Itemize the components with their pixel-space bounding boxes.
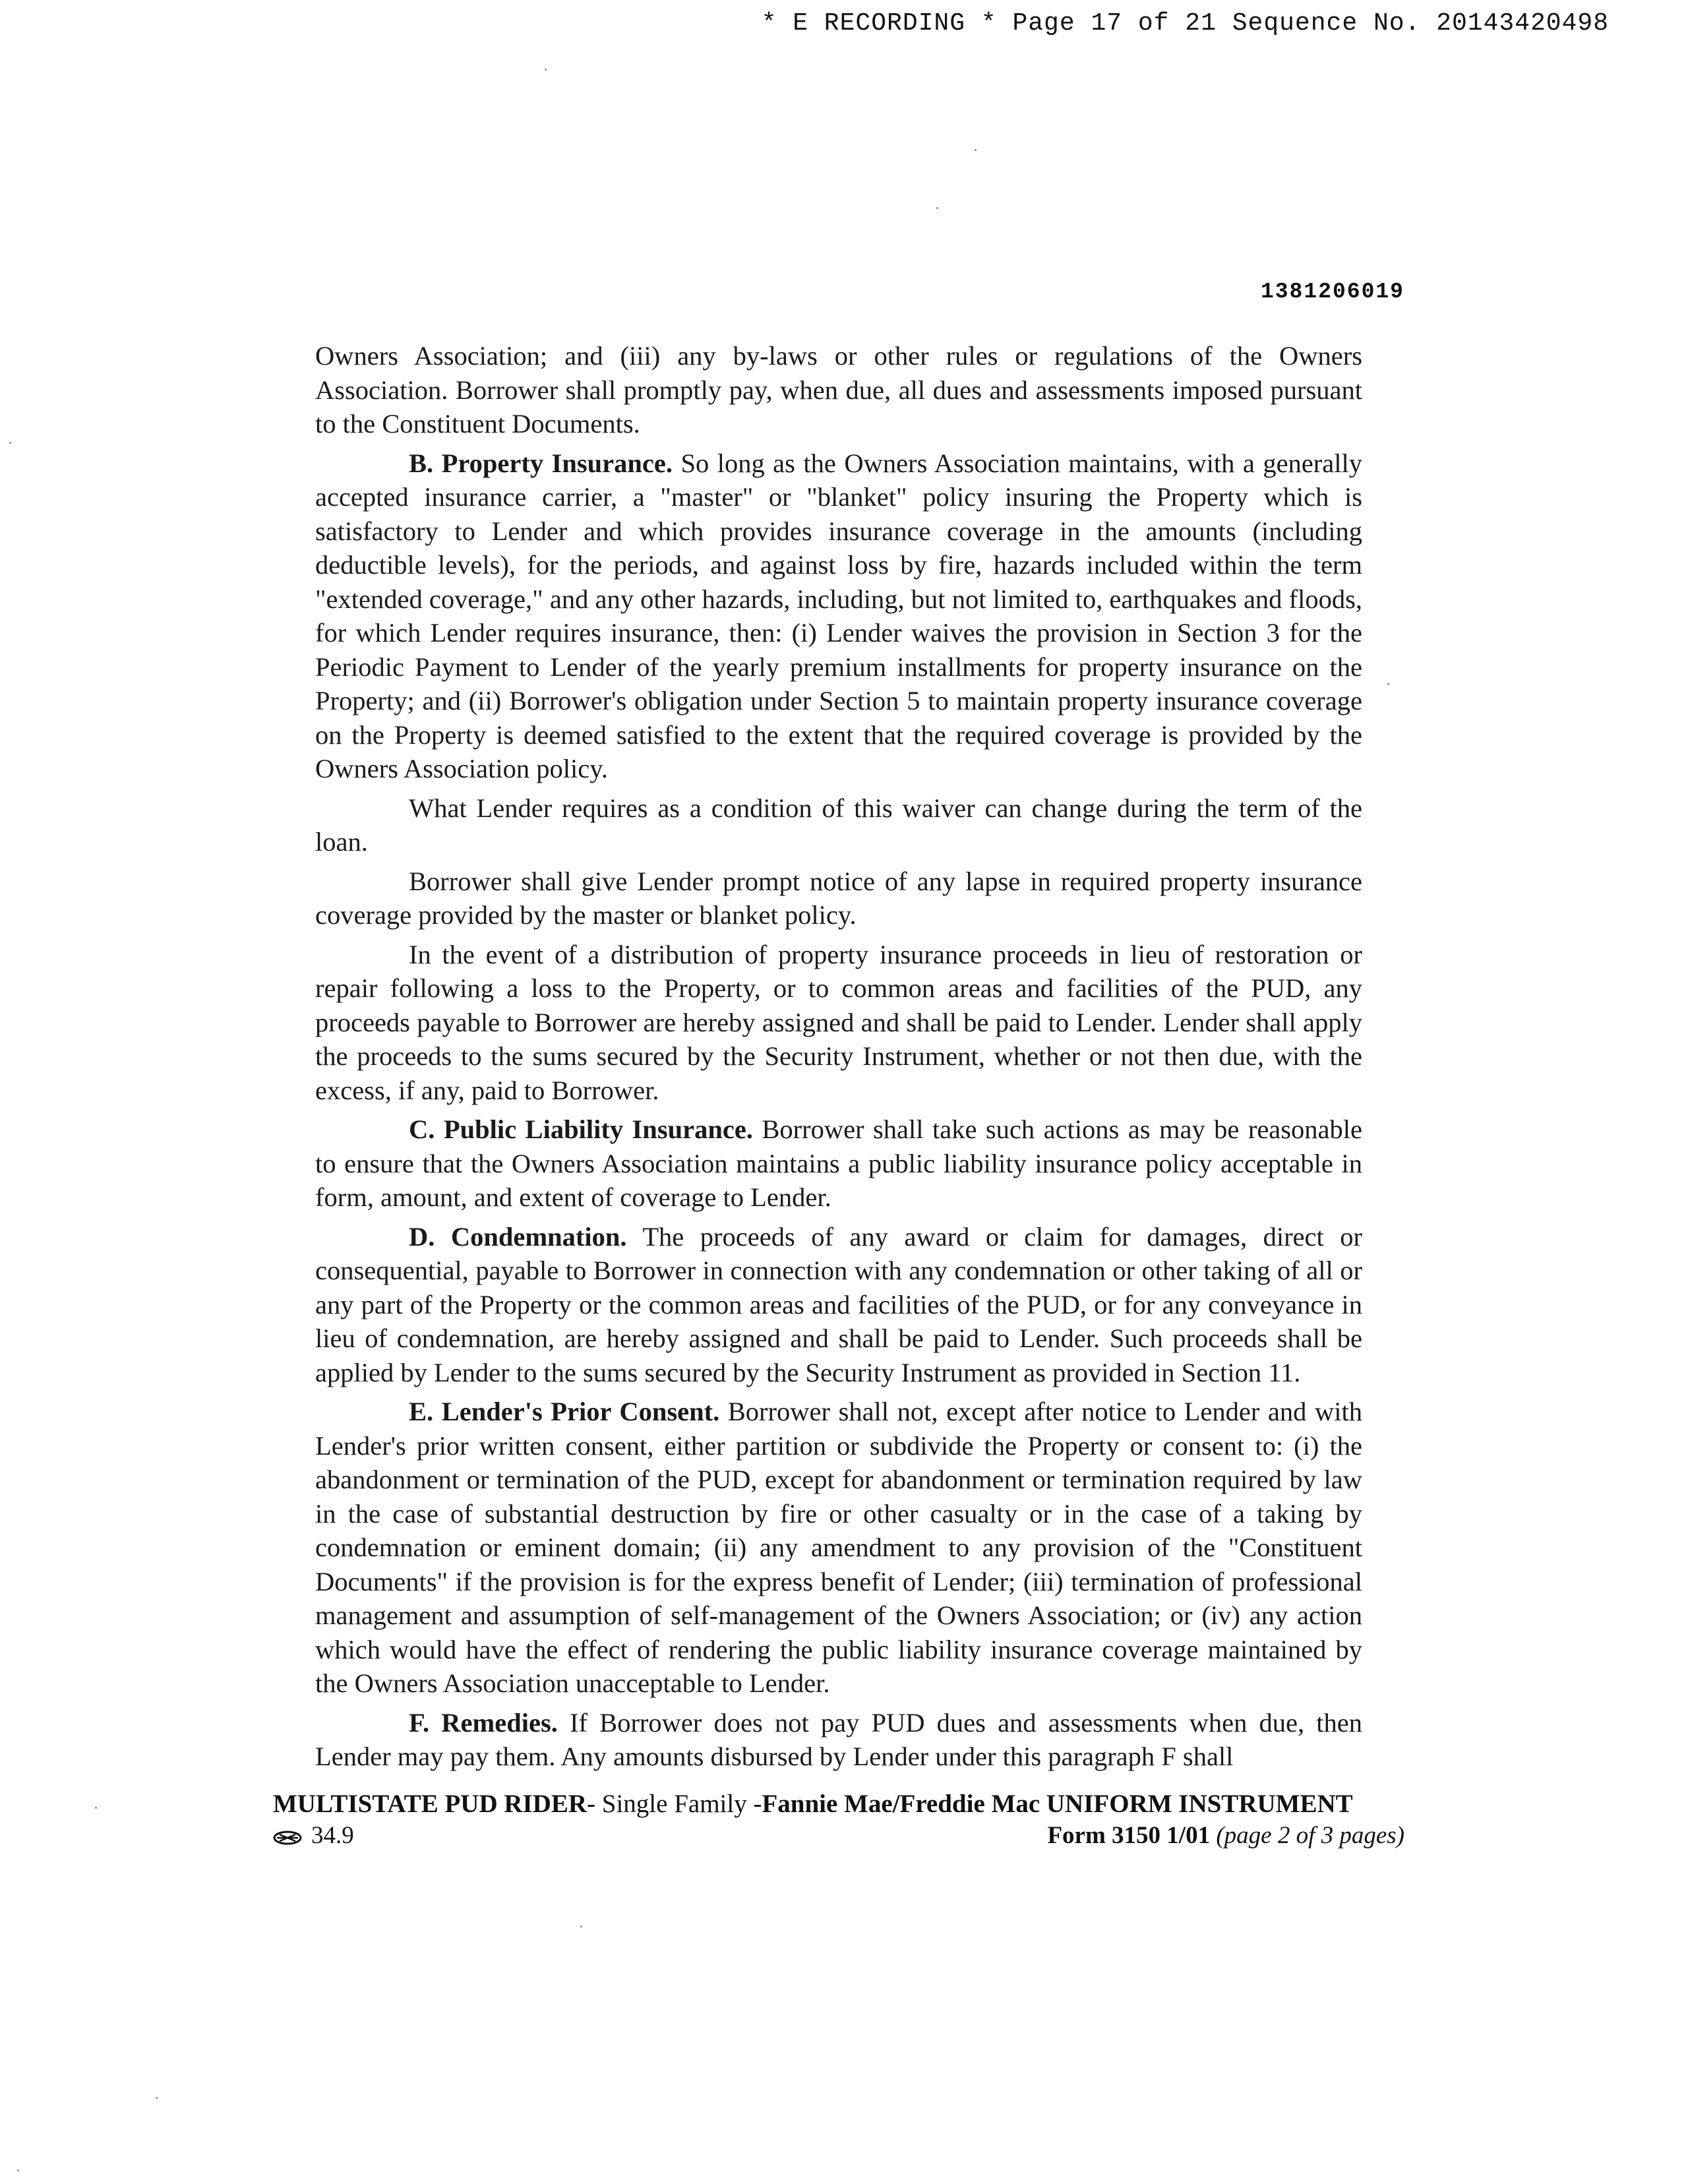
scan-speck: [1387, 683, 1389, 685]
section-e-text: Borrower shall not, except after notice to Lender and with Lender's prior written consent, either partition or subdivide the Property or consent to: (i) the abandonment or termination of the PUD, except for abandonment or termination required by law in the case of substantial destruction by fire or other casualty or in the case of a taking by condemnation or eminent domain; (ii) any amendment to any provision of the "Constituent Documents" if the provision is for the express benefit of Lender; (iii) termination of professional management and assumption of self-management of the Owners Association; or (iv) any action which would have the effect of rendering the public liability insurance coverage maintained by the Owners Association unacceptable to Lender.: [315, 1397, 1362, 1698]
section-c-heading: C. Public Liability Insurance.: [409, 1114, 753, 1144]
page-info: (page 2 of 3 pages): [1216, 1822, 1404, 1849]
paragraph-insurance-proceeds: In the event of a distribution of property insurance proceeds in lieu of restoration or repair following a loss to the Property, or to common areas and facilities of the PUD, any proceeds payable to Borrower are hereby assigned and shall be paid to Lender. Lender shall apply the proceeds to the sums secured by the Security Instrument, whether or not then due, with the excess, if any, paid to Borrower.: [315, 939, 1362, 1105]
loan-number: 1381206019: [1260, 280, 1404, 304]
footer-form-line: [273, 1820, 1404, 1852]
rider-title: MULTISTATE PUD RIDER: [273, 1790, 588, 1818]
paragraph-constituent-documents: Owners Association; and (iii) any by-laws or other rules or regulations of the Owners Association. Borrower shall promptly pay, when due, all dues and assessments imposed pursuant to the Constituent Documents.: [315, 341, 1362, 439]
scan-speck: [9, 442, 11, 444]
section-e-prior-consent: [315, 1395, 1362, 1701]
rider-brand: Fannie Mae/Freddie Mac UNIFORM INSTRUMENT: [762, 1790, 1353, 1818]
paragraph-lapse-notice: Borrower shall give Lender prompt notice of any lapse in required property insurance coverage provided by the master or blanket policy.: [315, 866, 1362, 930]
section-b-property-insurance: [315, 446, 1362, 786]
form-code: 34.9: [311, 1822, 354, 1849]
scan-speck: [975, 149, 977, 151]
scan-speck: [580, 1926, 582, 1927]
recording-header: * E RECORDING * Page 17 of 21 Sequence No. 20143420498: [761, 9, 1609, 38]
section-f-text: If Borrower does not pay PUD dues and assessments when due, then Lender may pay them. Any amounts disbursed by Lender under this paragraph F shall: [315, 1707, 1362, 1771]
section-c-text: Borrower shall take such actions as may be reasonable to ensure that the Owners Association maintains a public liability insurance policy acceptable in form, amount, and extent of coverage to Lender.: [315, 1114, 1362, 1212]
scan-speck: [936, 207, 938, 209]
scan-speck: [17, 2169, 19, 2171]
section-d-heading: D. Condemnation.: [409, 1221, 627, 1252]
form-code-group: [273, 1820, 354, 1852]
section-b-text: So long as the Owners Association maintains, with a generally accepted insurance carrier, a "master" or "blanket" policy insuring the Property which is satisfactory to Lender and which provides insurance coverage in the amounts (including deductible levels), for the periods, and against loss by fire, hazards included within the term "extended coverage," and any other hazards, including, but not limited to, earthquakes and floods, for which Lender requires insurance, then: (i) Lender waives the provision in Section 3 for the Periodic Payment to Lender of the yearly premium installments for property insurance on the Property; and (ii) Borrower's obligation under Section 5 to maintain property insurance coverage on the Property is deemed satisfied to the extent that the required coverage is provided by the Owners Association policy.: [315, 448, 1362, 783]
form-number: Form 3150 1/01: [1047, 1822, 1211, 1849]
section-c-public-liability: [315, 1112, 1362, 1215]
rider-subtitle: - Single Family -: [587, 1790, 762, 1818]
scan-speck: [95, 1807, 97, 1809]
section-f-remedies: [315, 1706, 1362, 1774]
paragraph-waiver-condition: What Lender requires as a condition of this waiver can change during the term of the loan.: [315, 793, 1362, 857]
footer-title-line: [273, 1788, 1404, 1820]
vmp-logo-icon: [273, 1831, 302, 1845]
section-e-heading: E. Lender's Prior Consent.: [409, 1397, 720, 1426]
form-number-group: [1047, 1820, 1404, 1852]
section-b-heading: B. Property Insurance.: [409, 448, 673, 478]
section-d-text: The proceeds of any award or claim for damages, direct or consequential, payable to Borrower in connection with any condemnation or other taking of all or any part of the Property or the common areas and facilities of the PUD, or for any conveyance in lieu of condemnation, are hereby assigned and shall be paid to Lender. Such proceeds shall be applied by Lender to the sums secured by the Security Instrument as provided in Section 11.: [315, 1221, 1362, 1387]
scan-speck: [156, 2097, 158, 2099]
form-footer: [273, 1788, 1404, 1852]
scan-speck: [545, 69, 547, 71]
section-d-condemnation: [315, 1220, 1362, 1390]
section-f-heading: F. Remedies.: [409, 1707, 558, 1738]
document-body: [315, 339, 1362, 1779]
